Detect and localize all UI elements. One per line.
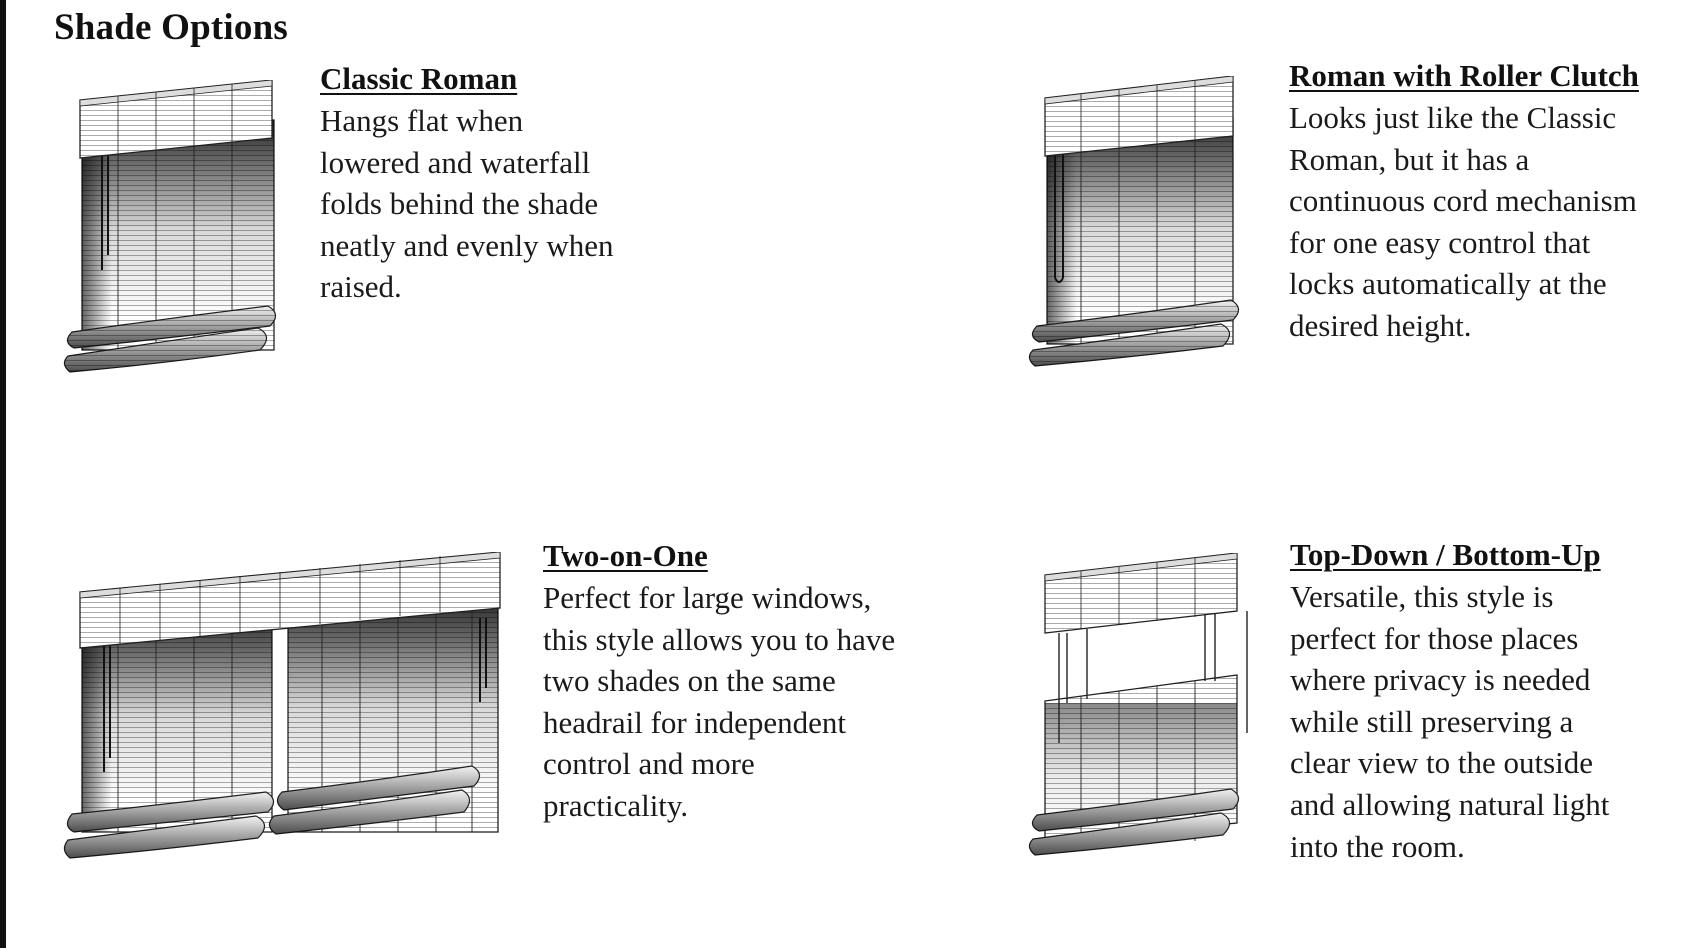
description-line: perfect for those places [1290, 620, 1579, 656]
description-line: Looks just like the Classic [1289, 100, 1617, 135]
option-description [1289, 97, 1639, 347]
description-line: into the room. [1290, 828, 1465, 864]
page-title: Shade Options [54, 7, 288, 48]
description-line: where privacy is needed [1290, 662, 1591, 698]
option-title-classic-roman: Classic Roman [320, 61, 518, 96]
description-line: and allowing natural light [1290, 786, 1610, 822]
option-title-roller-clutch: Roman with Roller Clutch [1289, 58, 1639, 93]
option-description [1290, 576, 1609, 867]
description-line: Roman, but it has a [1289, 141, 1530, 177]
description-line: control and more [543, 746, 755, 782]
description-line: continuous cord mechanism [1289, 183, 1637, 219]
page-left-border [0, 0, 6, 948]
description-line: for one easy control that [1289, 224, 1591, 260]
description-line: headrail for independent [543, 704, 846, 740]
two-on-one-text [543, 535, 895, 827]
classic-roman-shade-illustration [60, 80, 300, 410]
description-line: Versatile, this style is [1290, 579, 1554, 614]
description-line: folds behind the shade [320, 186, 599, 222]
classic-roman-text [320, 58, 614, 308]
option-description [543, 577, 895, 827]
description-line: lowered and waterfall [320, 144, 591, 180]
option-description [320, 100, 614, 308]
two-on-one-shade-illustration [60, 552, 520, 892]
description-line: while still preserving a [1290, 703, 1574, 739]
roller-clutch-text [1289, 55, 1639, 347]
description-line: desired height. [1289, 307, 1472, 343]
option-title-two-on-one: Two-on-One [543, 538, 708, 573]
description-line: practicality. [543, 787, 689, 823]
option-title-top-down-bottom-up: Top-Down / Bottom-Up [1290, 537, 1601, 572]
description-line: Perfect for large windows, [543, 580, 872, 615]
description-line: two shades on the same [543, 663, 836, 699]
description-line: Hangs flat when [320, 103, 524, 138]
description-line: this style allows you to have [543, 621, 896, 657]
description-line: raised. [320, 269, 402, 305]
description-line: locks automatically at the [1289, 266, 1607, 302]
roller-clutch-shade-illustration [1025, 76, 1265, 406]
top-down-bottom-up-shade-illustration [1025, 553, 1265, 893]
top-down-bottom-up-text [1290, 534, 1609, 867]
description-line: clear view to the outside [1290, 745, 1594, 781]
description-line: neatly and evenly when [320, 227, 614, 263]
